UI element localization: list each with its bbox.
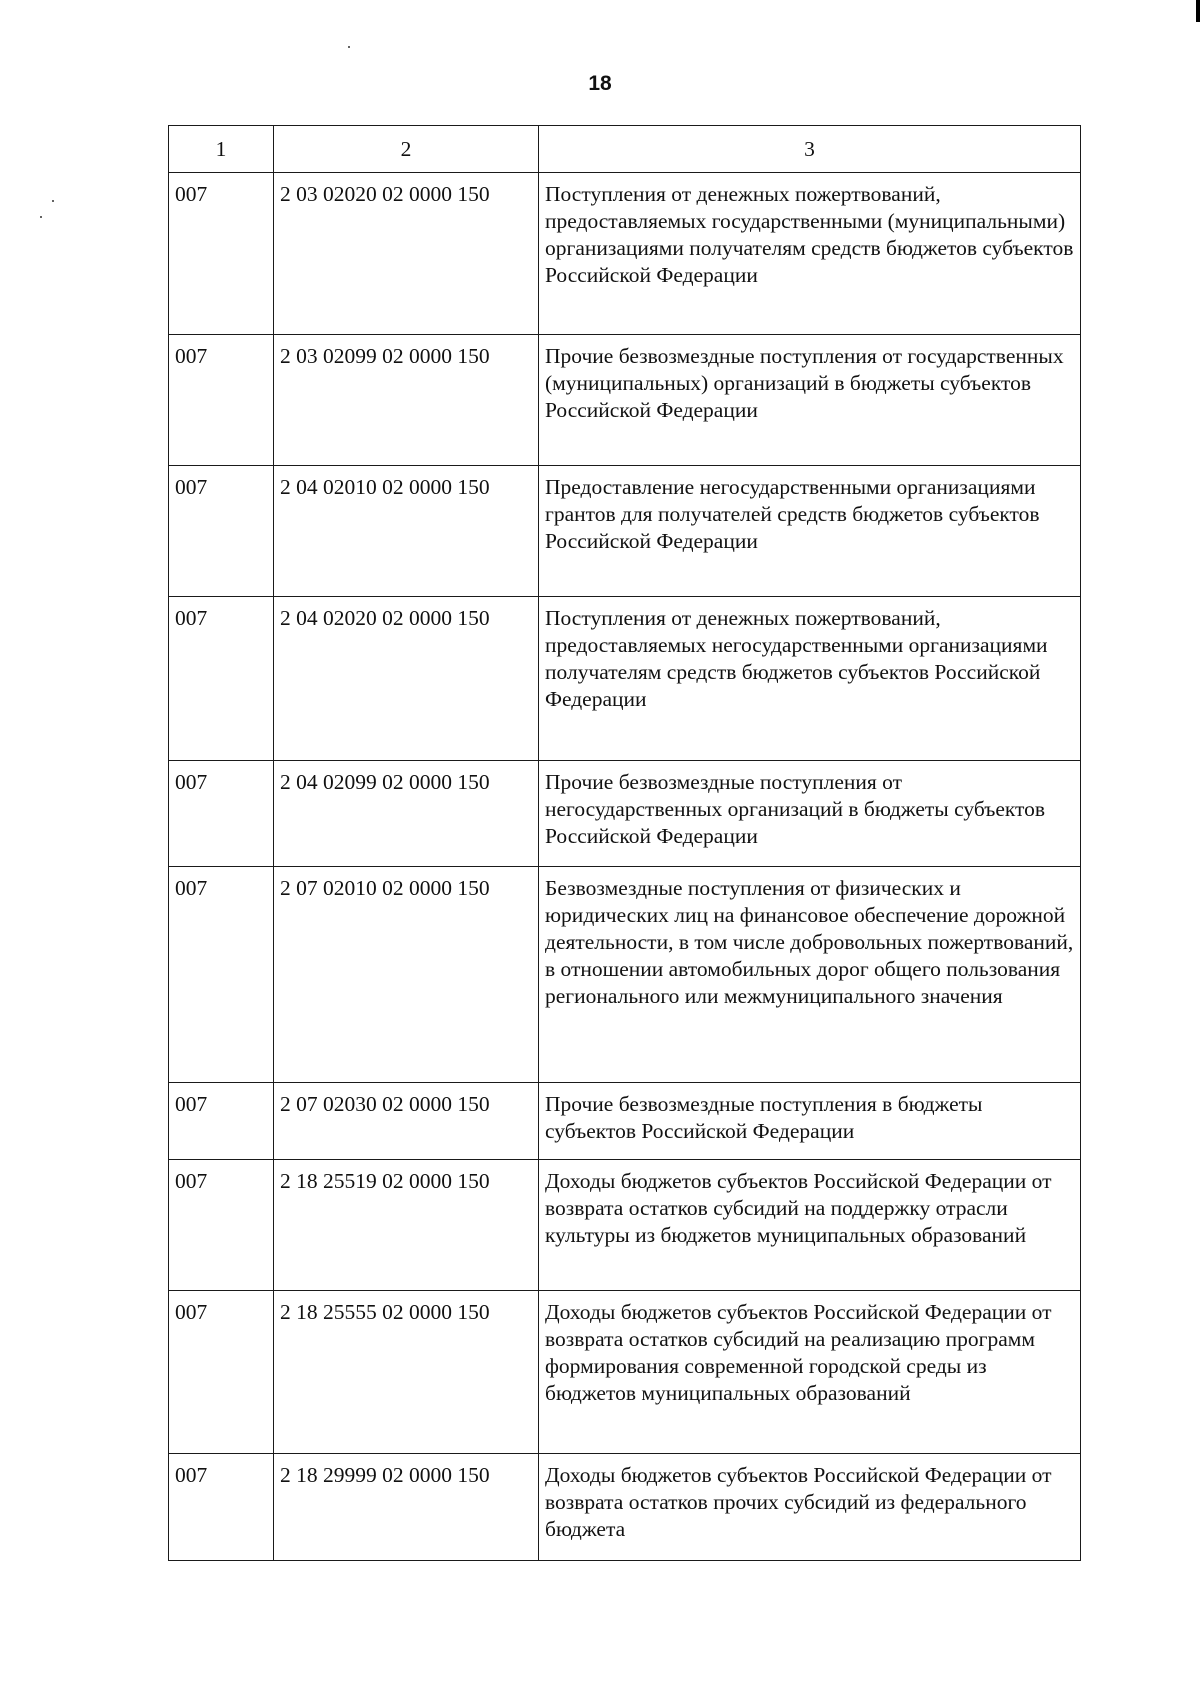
income-name-cell: Прочие безвозмездные поступления от негосударственных организаций в бюджеты субъектов Российской Федерации: [539, 761, 1081, 867]
table-row: [169, 466, 1081, 597]
table-row: [169, 173, 1081, 335]
admin-code-cell: 007: [169, 335, 274, 466]
table-row: [169, 1083, 1081, 1160]
budget-code-cell: 2 18 29999 02 0000 150: [274, 1454, 539, 1561]
table-row: [169, 597, 1081, 761]
budget-code-cell: 2 07 02030 02 0000 150: [274, 1083, 539, 1160]
budget-code-cell: 2 18 25519 02 0000 150: [274, 1160, 539, 1291]
column-header-2: 2: [274, 126, 539, 173]
income-name-cell: Доходы бюджетов субъектов Российской Федерации от возврата остатков субсидий на поддержку отрасли культуры из бюджетов муниципальных образований: [539, 1160, 1081, 1291]
income-name-cell: Доходы бюджетов субъектов Российской Федерации от возврата остатков прочих субсидий из федерального бюджета: [539, 1454, 1081, 1561]
table-row: [169, 1454, 1081, 1561]
header-row: [169, 126, 1081, 173]
admin-code-cell: 007: [169, 1291, 274, 1454]
budget-code-cell: 2 04 02020 02 0000 150: [274, 597, 539, 761]
budget-code-cell: 2 03 02020 02 0000 150: [274, 173, 539, 335]
admin-code-cell: 007: [169, 867, 274, 1083]
table-row: [169, 867, 1081, 1083]
admin-code-cell: 007: [169, 597, 274, 761]
budget-code-cell: 2 04 02010 02 0000 150: [274, 466, 539, 597]
budget-code-cell: 2 07 02010 02 0000 150: [274, 867, 539, 1083]
income-name-cell: Прочие безвозмездные поступления в бюджеты субъектов Российской Федерации: [539, 1083, 1081, 1160]
admin-code-cell: 007: [169, 1454, 274, 1561]
admin-code-cell: 007: [169, 173, 274, 335]
budget-code-cell: 2 18 25555 02 0000 150: [274, 1291, 539, 1454]
admin-code-cell: 007: [169, 466, 274, 597]
scan-speck: [52, 200, 54, 202]
income-name-cell: Прочие безвозмездные поступления от государственных (муниципальных) организаций в бюджеты субъектов Российской Федерации: [539, 335, 1081, 466]
admin-code-cell: 007: [169, 1083, 274, 1160]
income-name-cell: Предоставление негосударственными организациями грантов для получателей средств бюджетов субъектов Российской Федерации: [539, 466, 1081, 597]
income-name-cell: Поступления от денежных пожертвований, предоставляемых государственными (муниципальными) организациями получателям средств бюджетов субъектов Российской Федерации: [539, 173, 1081, 335]
table-row: [169, 761, 1081, 867]
table-row: [169, 335, 1081, 466]
scan-speck: [348, 46, 350, 48]
column-header-1: 1: [169, 126, 274, 173]
budget-code-cell: 2 03 02099 02 0000 150: [274, 335, 539, 466]
column-header-3: 3: [539, 126, 1081, 173]
income-name-cell: Безвозмездные поступления от физических и юридических лиц на финансовое обеспечение дорожной деятельности, в том числе добровольных пожертвований, в отношении автомобильных дорог общего пользования регионального или межмуниципального значения: [539, 867, 1081, 1083]
scan-edge-mark: [1196, 0, 1200, 22]
table-row: [169, 1160, 1081, 1291]
page-number: 18: [588, 72, 612, 95]
admin-code-cell: 007: [169, 1160, 274, 1291]
admin-code-cell: 007: [169, 761, 274, 867]
scan-speck: [40, 216, 42, 218]
budget-code-cell: 2 04 02099 02 0000 150: [274, 761, 539, 867]
table-row: [169, 1291, 1081, 1454]
income-name-cell: Доходы бюджетов субъектов Российской Федерации от возврата остатков субсидий на реализацию программ формирования современной городской среды из бюджетов муниципальных образований: [539, 1291, 1081, 1454]
income-name-cell: Поступления от денежных пожертвований, предоставляемых негосударственными организациями получателям средств бюджетов субъектов Российской Федерации: [539, 597, 1081, 761]
codes-table: [168, 125, 1081, 1561]
